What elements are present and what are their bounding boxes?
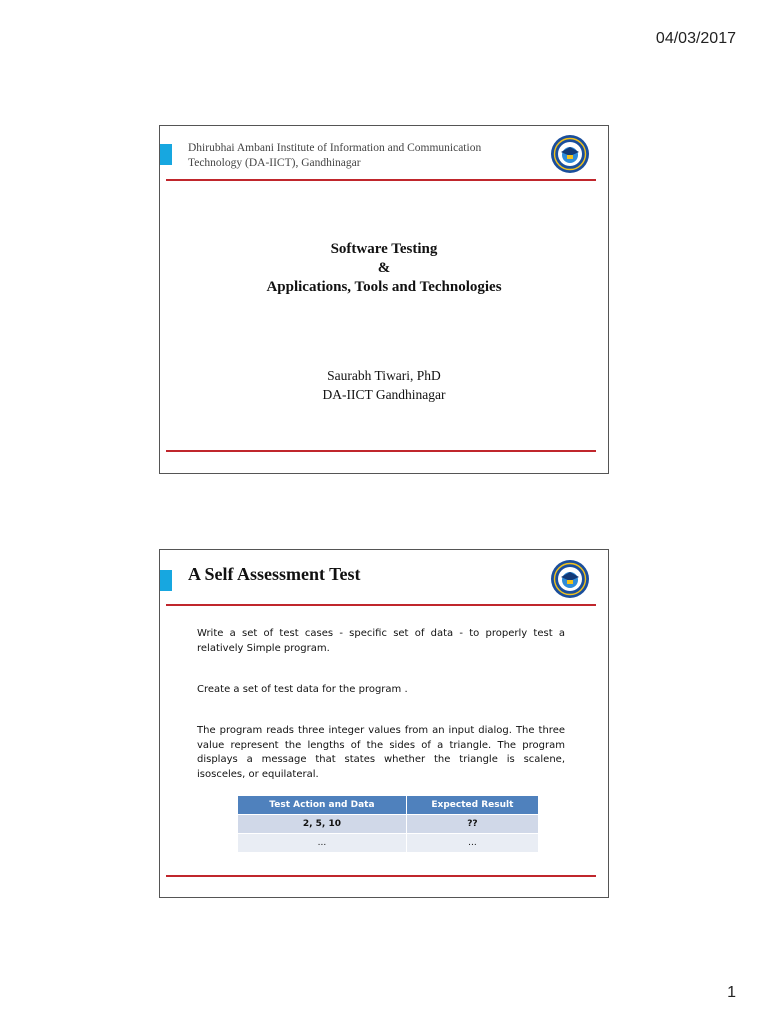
expected-result-cell: ... bbox=[406, 834, 538, 853]
task-paragraph: Create a set of test data for the program . bbox=[197, 684, 408, 695]
program-description: The program reads three integer values from an input dialog. The three value represent the lengths of the sides of a triangle. The program displays a message that states whether the triangle is scalene, isosceles, or equilateral. bbox=[197, 725, 565, 780]
institute-seal-icon bbox=[550, 559, 590, 599]
slide-self-assessment bbox=[159, 549, 609, 898]
author-block bbox=[160, 366, 608, 404]
instruction-paragraph: Write a set of test cases - specific set of data - to properly test a relatively Simple program. bbox=[197, 628, 565, 654]
header-test-action: Test Action and Data bbox=[238, 796, 406, 815]
expected-result-cell: ?? bbox=[406, 815, 538, 834]
footer-rule bbox=[166, 450, 596, 452]
accent-square bbox=[160, 570, 172, 591]
slide-title-page bbox=[159, 125, 609, 474]
test-data-cell: 2, 5, 10 bbox=[238, 815, 406, 834]
table-row bbox=[238, 834, 539, 853]
accent-square bbox=[160, 144, 172, 165]
table-row bbox=[238, 815, 539, 834]
table-header-row bbox=[238, 796, 539, 815]
header-rule bbox=[166, 179, 596, 181]
slide-title: A Self Assessment Test bbox=[188, 564, 361, 584]
institute-line-1: Dhirubhai Ambani Institute of Information and Communication bbox=[188, 142, 482, 154]
institute-name bbox=[188, 141, 528, 171]
test-data-cell: ... bbox=[238, 834, 406, 853]
author-affiliation: DA-IICT Gandhinagar bbox=[322, 387, 446, 402]
institute-seal-icon bbox=[550, 134, 590, 174]
page-date: 04/03/2017 bbox=[655, 30, 736, 47]
header-expected-result: Expected Result bbox=[406, 796, 538, 815]
title-line-3: Applications, Tools and Technologies bbox=[266, 279, 502, 295]
footer-rule bbox=[166, 875, 596, 877]
title-line-2: & bbox=[377, 260, 391, 276]
author-name: Saurabh Tiwari, PhD bbox=[327, 368, 441, 383]
title-line-1: Software Testing bbox=[330, 241, 438, 257]
page-number: 1 bbox=[727, 984, 736, 1001]
test-case-table bbox=[238, 796, 539, 852]
presentation-title bbox=[160, 240, 608, 297]
institute-line-2: Technology (DA-IICT), Gandhinagar bbox=[188, 157, 361, 169]
header-rule bbox=[166, 604, 596, 606]
